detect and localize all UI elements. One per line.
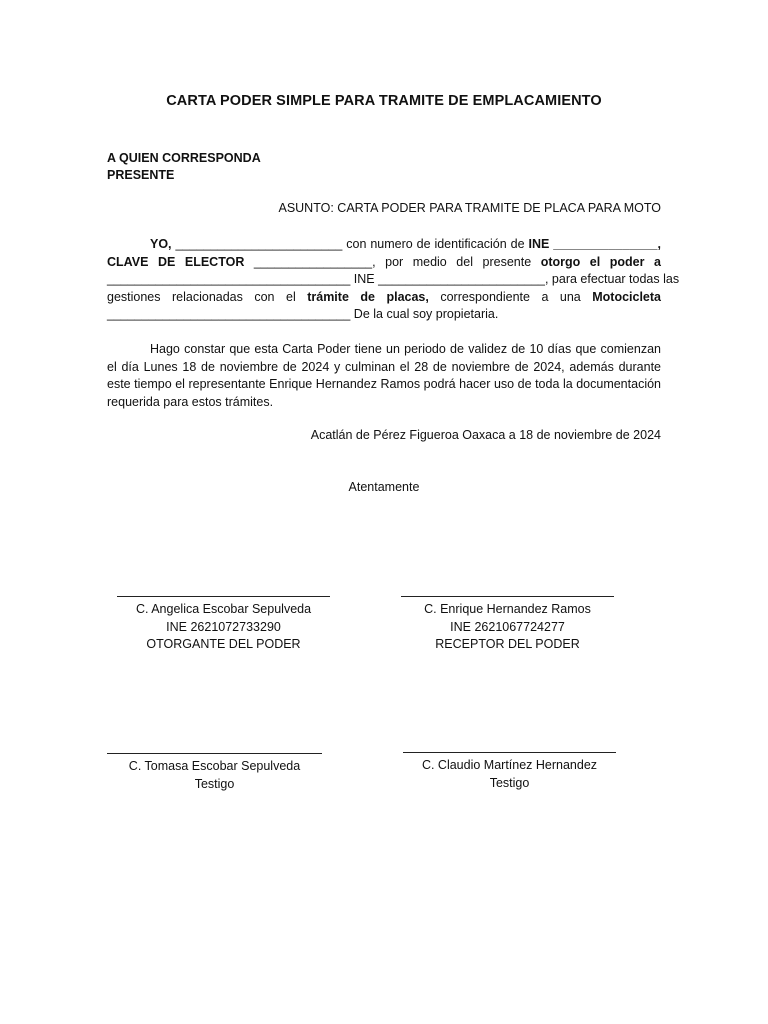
blank-line: ___________________________________ xyxy=(107,272,351,286)
text: por medio del presente xyxy=(375,254,541,269)
place-date: Acatlán de Pérez Figueroa Oaxaca a 18 de noviembre de 2024 xyxy=(310,428,661,442)
signer-role: RECEPTOR DEL PODER xyxy=(435,637,580,651)
paragraph-line xyxy=(107,236,661,254)
addressee-line: PRESENTE xyxy=(107,168,175,182)
paragraph-line xyxy=(107,254,661,272)
signer-role: OTORGANTE DEL PODER xyxy=(146,637,301,651)
signature-line xyxy=(403,752,616,753)
signature-line xyxy=(401,596,614,597)
text-ine: INE xyxy=(528,237,550,251)
text-tramite: trámite de placas, xyxy=(307,289,429,304)
document-title: CARTA PODER SIMPLE PARA TRAMITE DE EMPLACAMIENTO xyxy=(166,93,602,109)
signer-ine: INE 2621072733290 xyxy=(166,619,281,634)
closing: Atentamente xyxy=(348,480,420,494)
paragraph-text: Hago constar que esta Carta Poder tiene un periodo de validez de 10 días que comienzan el día Lunes 18 de noviembre de 2024 y culminan el 28 de noviembre de 2024, además durante este tiempo el representante Enrique Hernandez Ramos podrá hacer uso de toda la documentación requerida para estos trámites. xyxy=(107,342,661,409)
text: para efectuar todas las xyxy=(548,272,680,286)
addressee-line: A QUIEN CORRESPONDA xyxy=(107,151,261,165)
signature-witness-2 xyxy=(403,752,616,792)
subject-line: ASUNTO: CARTA PODER PARA TRAMITE DE PLACA PARA MOTO xyxy=(278,201,661,215)
text-yo: YO, xyxy=(150,237,172,251)
signature-grantor xyxy=(117,596,330,654)
blank-line: _________________, xyxy=(244,254,376,269)
blank-line: ___________________________________ xyxy=(107,307,351,321)
signer-role: Testigo xyxy=(489,775,530,790)
text-otorgo: otorgo el poder a xyxy=(540,254,661,269)
blank-line: ________________________, xyxy=(378,272,549,286)
signer-ine: INE 2621067724277 xyxy=(450,619,565,634)
signer-name: C. Enrique Hernandez Ramos xyxy=(424,602,591,616)
text-motocicleta: Motocicleta xyxy=(592,289,661,304)
signer-name: C. Claudio Martínez Hernandez xyxy=(421,758,598,772)
addressee-block xyxy=(107,150,261,184)
blank-line: _______________, xyxy=(549,237,661,251)
text: De la cual soy propietaria. xyxy=(350,307,499,321)
signer-name: C. Angelica Escobar Sepulveda xyxy=(135,602,312,616)
paragraph-validity xyxy=(107,341,661,411)
text: con numero de identificación de xyxy=(342,237,529,251)
signer-role: Testigo xyxy=(194,776,235,791)
signature-line xyxy=(117,596,330,597)
text-clave-elector: CLAVE DE ELECTOR xyxy=(107,254,245,269)
text: gestiones relacionadas con el xyxy=(107,289,308,304)
text: correspondiente a una xyxy=(428,289,593,304)
paragraph-line xyxy=(107,289,661,307)
signature-line xyxy=(107,753,322,754)
signature-receiver xyxy=(401,596,614,654)
paragraph-line xyxy=(107,306,661,324)
text: INE xyxy=(350,272,379,286)
signer-name: C. Tomasa Escobar Sepulveda xyxy=(128,759,301,773)
paragraph-line xyxy=(107,271,680,289)
blank-line: ________________________ xyxy=(175,237,343,251)
paragraph-declaration xyxy=(107,236,680,324)
signature-witness-1 xyxy=(107,753,322,793)
